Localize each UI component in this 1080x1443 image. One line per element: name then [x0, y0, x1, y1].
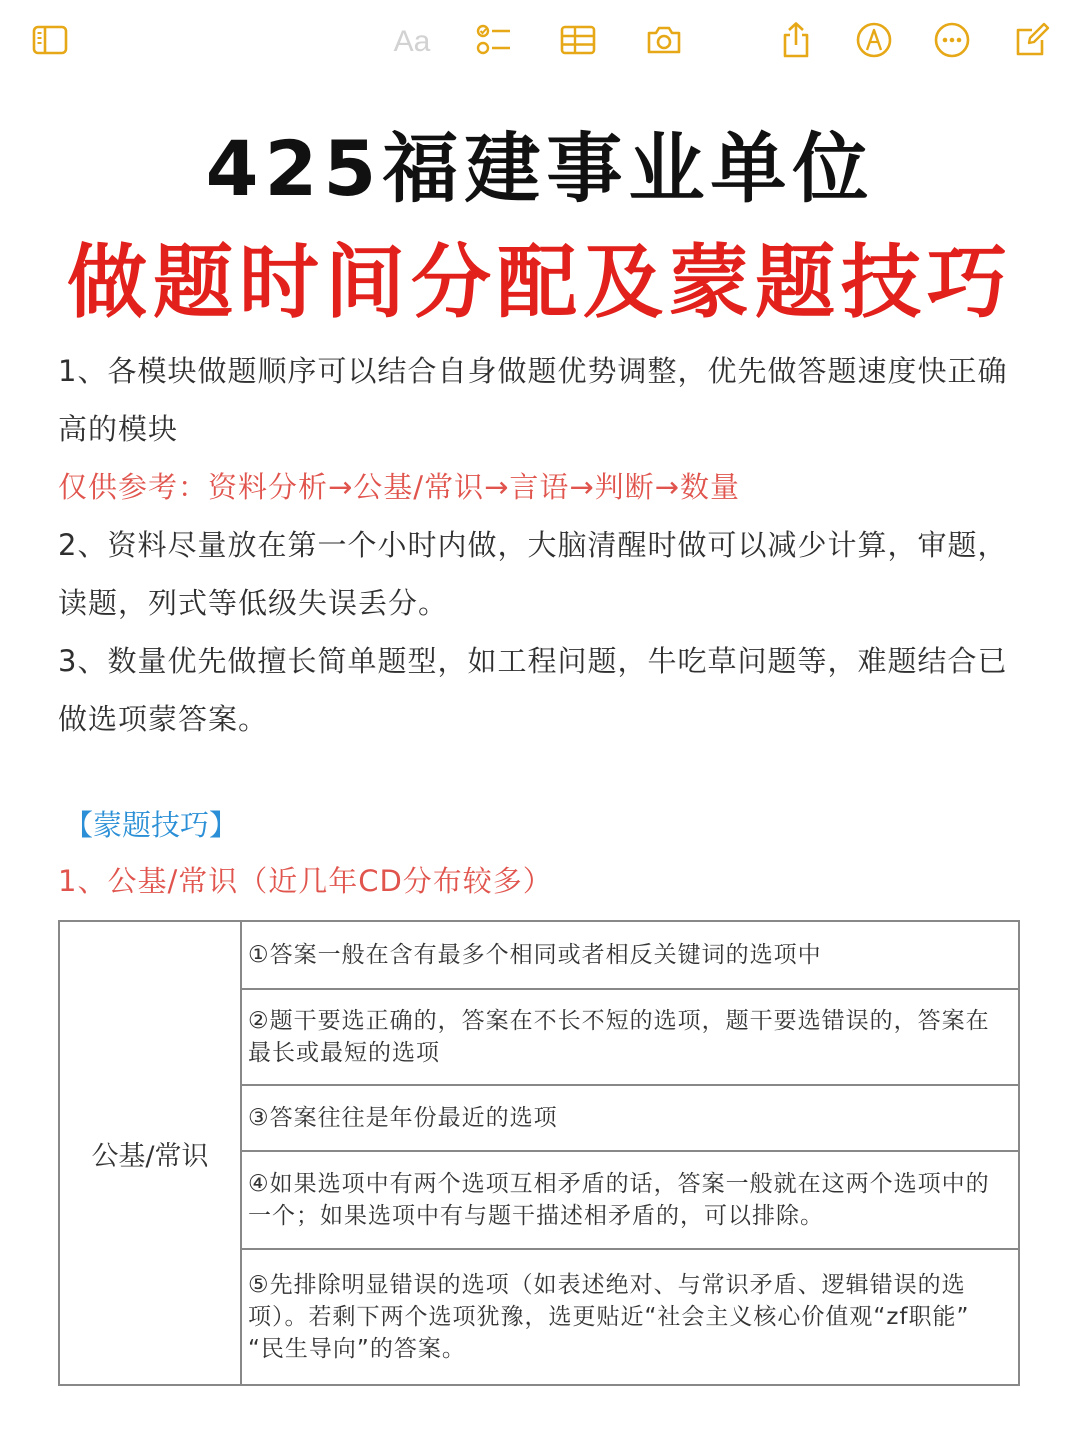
notes-toolbar [0, 0, 1080, 80]
note-title-line-1: 425福建事业单位 [205, 124, 875, 213]
reference-order: 仅供参考：资料分析→公基/常识→言语→判断→数量 [58, 470, 740, 504]
table-row [242, 990, 1018, 1086]
table-row [242, 1086, 1018, 1152]
checklist-button[interactable] [472, 18, 516, 62]
checklist-icon [474, 20, 514, 60]
paragraph-1: 1、各模块做题顺序可以结合自身做题优势调整，优先做答题速度快正确高的模块 [58, 354, 1008, 446]
tip-text: ⑤先排除明显错误的选项（如表述绝对、与常识矛盾、逻辑错误的选项）。若剩下两个选项犹豫，选更贴近“社会主义核心价值观“zf职能” “民生导向”的答案。 [248, 1272, 970, 1362]
tips-table [58, 920, 1020, 1386]
section-heading: 【蒙题技巧】 [64, 808, 239, 842]
sidebar-toggle-button[interactable] [28, 18, 72, 62]
more-options-button[interactable] [930, 18, 974, 62]
tip-text: ②题干要选正确的，答案在不长不短的选项，题干要选错误的，答案在最长或最短的选项 [248, 1008, 990, 1066]
table-row [242, 1250, 1018, 1384]
compose-button[interactable] [1010, 18, 1054, 62]
sub-heading: 1、公基/常识（近几年CD分布较多） [58, 864, 553, 898]
ellipsis-circle-icon [932, 20, 972, 60]
camera-icon [644, 20, 684, 60]
sidebar-icon [30, 20, 70, 60]
note-title-line-2: 做题时间分配及蒙题技巧 [67, 236, 1013, 329]
table-category-cell: 公基/常识 [60, 922, 242, 1384]
tip-text: ③答案往往是年份最近的选项 [248, 1105, 558, 1131]
table-icon [558, 20, 598, 60]
table-button[interactable] [556, 18, 600, 62]
table-row [242, 922, 1018, 990]
camera-button[interactable] [642, 18, 686, 62]
paragraph-2: 2、资料尽量放在第一个小时内做，大脑清醒时做可以减少计算，审题，读题，列式等低级失误丢分。 [58, 528, 1008, 620]
table-row [242, 1152, 1018, 1250]
share-button[interactable] [774, 18, 818, 62]
paragraph-3: 3、数量优先做擅长简单题型，如工程问题，牛吃草问题等，难题结合已做选项蒙答案。 [58, 644, 1008, 736]
markup-button[interactable] [852, 18, 896, 62]
compose-icon [1012, 20, 1052, 60]
tip-text: ④如果选项中有两个选项互相矛盾的话，答案一般就在这两个选项中的一个；如果选项中有与题干描述相矛盾的，可以排除。 [248, 1171, 990, 1229]
text-format-button[interactable]: Aa [393, 25, 431, 58]
table-tips-column [242, 922, 1018, 1384]
share-icon [776, 20, 816, 60]
pen-markup-icon [854, 20, 894, 60]
tip-text: ①答案一般在含有最多个相同或者相反关键词的选项中 [248, 942, 822, 968]
